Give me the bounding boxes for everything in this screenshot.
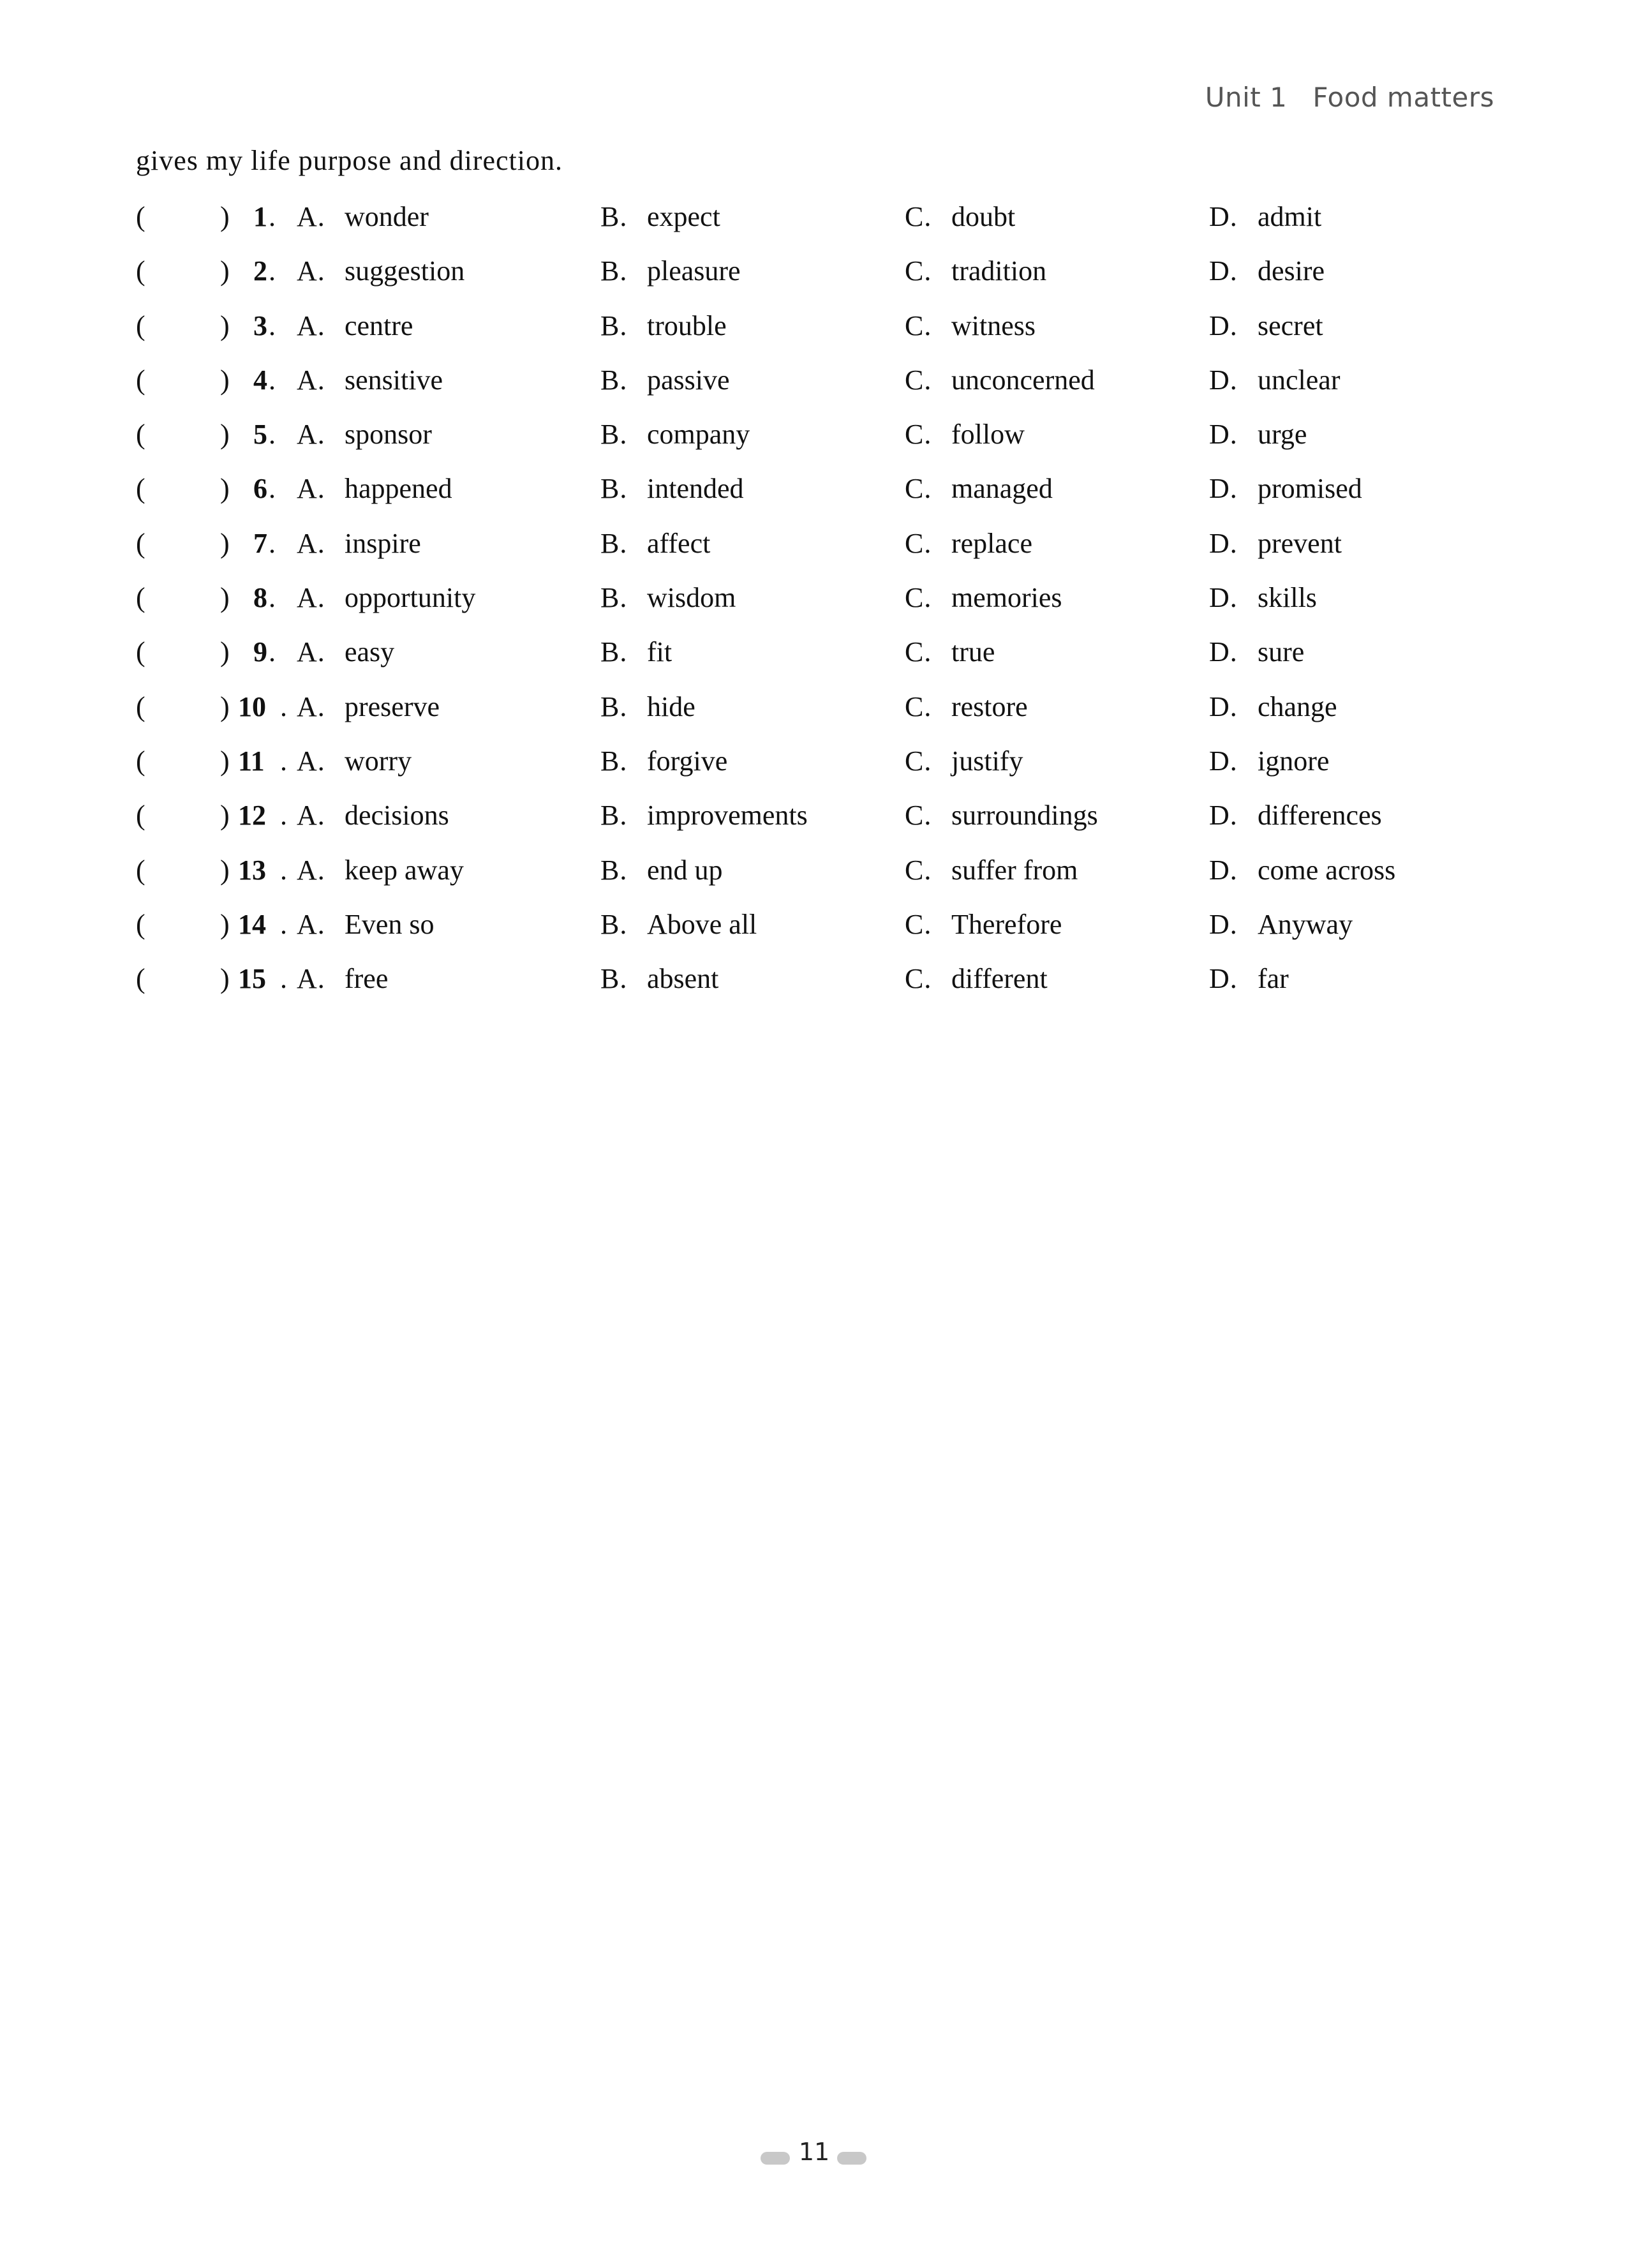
answer-blank-close: ) bbox=[220, 473, 230, 505]
answer-blank-close: ) bbox=[220, 364, 230, 396]
option-a-text: Even so bbox=[345, 908, 435, 940]
option-d-label: D. bbox=[1209, 255, 1238, 287]
question-number: 3 bbox=[253, 310, 267, 341]
answer-blank-open[interactable]: ( bbox=[136, 636, 145, 668]
option-a-label: A. bbox=[297, 963, 325, 995]
option-b-label: B. bbox=[600, 690, 628, 722]
option-c-label: C. bbox=[905, 527, 932, 559]
option-d-label: D. bbox=[1209, 419, 1238, 451]
question-number-dot: . bbox=[269, 201, 276, 232]
answer-blank-close: ) bbox=[220, 255, 230, 287]
option-b-label: B. bbox=[600, 582, 628, 614]
answer-blank-close: ) bbox=[220, 636, 230, 668]
unit-label: Unit 1 bbox=[1205, 82, 1288, 113]
option-b-text: fit bbox=[647, 636, 672, 668]
option-a-text: worry bbox=[345, 745, 412, 777]
option-d-label: D. bbox=[1209, 963, 1238, 995]
option-c-label: C. bbox=[905, 364, 932, 396]
question-number: 13 bbox=[238, 854, 266, 886]
question-number: 4 bbox=[253, 364, 267, 396]
option-a-label: A. bbox=[297, 854, 325, 886]
option-b-label: B. bbox=[600, 364, 628, 396]
option-b-text: hide bbox=[647, 690, 695, 722]
option-a-text: decisions bbox=[345, 800, 449, 832]
page-number-decoration-right bbox=[837, 2152, 866, 2165]
option-c-label: C. bbox=[905, 690, 932, 722]
question-number-dot: . bbox=[269, 364, 276, 396]
page-number: 11 bbox=[798, 2138, 830, 2166]
question-number: 2 bbox=[253, 255, 267, 287]
option-a-label: A. bbox=[297, 310, 325, 341]
answer-blank-close: ) bbox=[220, 582, 230, 614]
option-a-label: A. bbox=[297, 473, 325, 505]
option-a-label: A. bbox=[297, 908, 325, 940]
option-d-text: sure bbox=[1258, 636, 1305, 668]
option-c-text: replace bbox=[951, 527, 1032, 559]
option-b-text: trouble bbox=[647, 310, 727, 341]
option-d-text: prevent bbox=[1258, 527, 1342, 559]
option-a-text: sponsor bbox=[345, 419, 432, 451]
option-d-label: D. bbox=[1209, 310, 1238, 341]
option-d-label: D. bbox=[1209, 364, 1238, 396]
option-b-label: B. bbox=[600, 854, 628, 886]
option-a-label: A. bbox=[297, 690, 325, 722]
option-a-label: A. bbox=[297, 582, 325, 614]
option-c-text: unconcerned bbox=[951, 364, 1095, 396]
option-b-text: improvements bbox=[647, 800, 808, 832]
option-c-text: true bbox=[951, 636, 995, 668]
option-a-label: A. bbox=[297, 745, 325, 777]
option-c-text: different bbox=[951, 963, 1048, 995]
question-number: 14 bbox=[238, 908, 266, 940]
option-b-text: Above all bbox=[647, 908, 757, 940]
option-c-text: tradition bbox=[951, 255, 1047, 287]
option-c-text: follow bbox=[951, 419, 1025, 451]
option-d-label: D. bbox=[1209, 201, 1238, 232]
option-b-label: B. bbox=[600, 255, 628, 287]
option-b-label: B. bbox=[600, 527, 628, 559]
running-head bbox=[1205, 82, 1494, 113]
question-list bbox=[136, 198, 1508, 1014]
answer-blank-open[interactable]: ( bbox=[136, 364, 145, 396]
option-c-text: memories bbox=[951, 582, 1062, 614]
option-d-text: change bbox=[1258, 690, 1337, 722]
option-a-text: keep away bbox=[345, 854, 464, 886]
question-number-dot: . bbox=[269, 636, 276, 668]
option-a-text: suggestion bbox=[345, 255, 465, 287]
answer-blank-close: ) bbox=[220, 963, 230, 995]
answer-blank-open[interactable]: ( bbox=[136, 690, 145, 722]
option-b-label: B. bbox=[600, 636, 628, 668]
option-b-text: expect bbox=[647, 201, 720, 232]
option-a-text: opportunity bbox=[345, 582, 476, 614]
question-row bbox=[136, 361, 1508, 415]
option-d-label: D. bbox=[1209, 527, 1238, 559]
option-a-label: A. bbox=[297, 255, 325, 287]
option-c-label: C. bbox=[905, 582, 932, 614]
option-c-text: Therefore bbox=[951, 908, 1062, 940]
answer-blank-open[interactable]: ( bbox=[136, 582, 145, 614]
answer-blank-open[interactable]: ( bbox=[136, 255, 145, 287]
answer-blank-close: ) bbox=[220, 527, 230, 559]
question-number-dot: . bbox=[269, 310, 276, 341]
option-c-text: restore bbox=[951, 690, 1028, 722]
question-row bbox=[136, 633, 1508, 687]
unit-title: Food matters bbox=[1312, 82, 1494, 113]
option-d-text: secret bbox=[1258, 310, 1323, 341]
option-a-label: A. bbox=[297, 636, 325, 668]
question-row bbox=[136, 470, 1508, 524]
answer-blank-open[interactable]: ( bbox=[136, 473, 145, 505]
option-d-text: far bbox=[1258, 963, 1289, 995]
option-d-text: promised bbox=[1258, 473, 1362, 505]
option-c-text: doubt bbox=[951, 201, 1016, 232]
option-c-text: justify bbox=[951, 745, 1023, 777]
option-a-label: A. bbox=[297, 364, 325, 396]
option-c-label: C. bbox=[905, 854, 932, 886]
option-d-text: desire bbox=[1258, 255, 1325, 287]
question-row bbox=[136, 252, 1508, 306]
option-d-label: D. bbox=[1209, 745, 1238, 777]
option-a-label: A. bbox=[297, 527, 325, 559]
question-row bbox=[136, 742, 1508, 796]
question-number-dot: . bbox=[280, 908, 287, 940]
question-row bbox=[136, 851, 1508, 906]
question-number-dot: . bbox=[280, 800, 287, 832]
question-row bbox=[136, 198, 1508, 252]
option-b-text: passive bbox=[647, 364, 730, 396]
question-number: 7 bbox=[253, 527, 267, 559]
option-d-text: come across bbox=[1258, 854, 1396, 886]
option-b-label: B. bbox=[600, 201, 628, 232]
option-d-label: D. bbox=[1209, 854, 1238, 886]
answer-blank-close: ) bbox=[220, 419, 230, 451]
answer-blank-close: ) bbox=[220, 201, 230, 232]
option-a-text: wonder bbox=[345, 201, 429, 232]
answer-blank-close: ) bbox=[220, 310, 230, 341]
option-c-label: C. bbox=[905, 201, 932, 232]
option-c-text: surroundings bbox=[951, 800, 1098, 832]
option-c-label: C. bbox=[905, 963, 932, 995]
question-row bbox=[136, 525, 1508, 579]
question-number-dot: . bbox=[269, 473, 276, 505]
question-number: 10 bbox=[238, 690, 266, 722]
question-row bbox=[136, 415, 1508, 470]
option-a-text: free bbox=[345, 963, 389, 995]
option-d-label: D. bbox=[1209, 800, 1238, 832]
question-number-dot: . bbox=[269, 255, 276, 287]
option-b-label: B. bbox=[600, 310, 628, 341]
question-number: 12 bbox=[238, 800, 266, 832]
option-c-label: C. bbox=[905, 800, 932, 832]
option-d-text: skills bbox=[1258, 582, 1317, 614]
question-number: 5 bbox=[253, 419, 267, 451]
question-row bbox=[136, 796, 1508, 851]
option-b-text: company bbox=[647, 419, 750, 451]
option-b-text: intended bbox=[647, 473, 744, 505]
option-b-label: B. bbox=[600, 419, 628, 451]
option-c-text: suffer from bbox=[951, 854, 1078, 886]
question-number: 8 bbox=[253, 582, 267, 614]
option-d-text: urge bbox=[1258, 419, 1307, 451]
question-row bbox=[136, 906, 1508, 960]
option-c-label: C. bbox=[905, 310, 932, 341]
question-row bbox=[136, 960, 1508, 1014]
option-a-text: happened bbox=[345, 473, 452, 505]
option-c-label: C. bbox=[905, 745, 932, 777]
question-number-dot: . bbox=[269, 582, 276, 614]
option-b-label: B. bbox=[600, 800, 628, 832]
answer-blank-open[interactable]: ( bbox=[136, 800, 145, 832]
option-b-text: affect bbox=[647, 527, 711, 559]
answer-blank-open[interactable]: ( bbox=[136, 963, 145, 995]
option-b-label: B. bbox=[600, 473, 628, 505]
option-a-label: A. bbox=[297, 201, 325, 232]
answer-blank-open[interactable]: ( bbox=[136, 908, 145, 940]
option-a-text: easy bbox=[345, 636, 395, 668]
question-number: 11 bbox=[238, 745, 265, 777]
question-number: 15 bbox=[238, 963, 266, 995]
option-d-text: admit bbox=[1258, 201, 1322, 232]
question-row bbox=[136, 688, 1508, 742]
answer-blank-close: ) bbox=[220, 690, 230, 722]
answer-blank-close: ) bbox=[220, 745, 230, 777]
page-number-decoration-left bbox=[761, 2152, 790, 2165]
option-c-text: witness bbox=[951, 310, 1036, 341]
option-d-label: D. bbox=[1209, 908, 1238, 940]
question-number-dot: . bbox=[269, 527, 276, 559]
option-d-label: D. bbox=[1209, 473, 1238, 505]
intro-text: gives my life purpose and direction. bbox=[136, 145, 563, 176]
answer-blank-close: ) bbox=[220, 908, 230, 940]
option-a-label: A. bbox=[297, 419, 325, 451]
question-number: 9 bbox=[253, 636, 267, 668]
question-number-dot: . bbox=[280, 745, 287, 777]
answer-blank-close: ) bbox=[220, 800, 230, 832]
option-b-label: B. bbox=[600, 745, 628, 777]
option-d-text: unclear bbox=[1258, 364, 1341, 396]
option-a-text: preserve bbox=[345, 690, 440, 722]
option-c-label: C. bbox=[905, 636, 932, 668]
question-number-dot: . bbox=[269, 419, 276, 451]
option-b-text: end up bbox=[647, 854, 723, 886]
option-a-text: centre bbox=[345, 310, 413, 341]
option-d-label: D. bbox=[1209, 636, 1238, 668]
option-a-text: sensitive bbox=[345, 364, 443, 396]
option-c-label: C. bbox=[905, 473, 932, 505]
question-number-dot: . bbox=[280, 854, 287, 886]
question-number: 1 bbox=[253, 201, 267, 232]
question-number: 6 bbox=[253, 473, 267, 505]
option-b-text: absent bbox=[647, 963, 719, 995]
option-c-label: C. bbox=[905, 419, 932, 451]
option-d-text: ignore bbox=[1258, 745, 1330, 777]
option-a-text: inspire bbox=[345, 527, 421, 559]
option-c-label: C. bbox=[905, 908, 932, 940]
answer-blank-open[interactable]: ( bbox=[136, 527, 145, 559]
option-c-text: managed bbox=[951, 473, 1053, 505]
question-number-dot: . bbox=[280, 690, 287, 722]
option-d-text: differences bbox=[1258, 800, 1382, 832]
option-c-label: C. bbox=[905, 255, 932, 287]
answer-blank-open[interactable]: ( bbox=[136, 310, 145, 341]
option-a-label: A. bbox=[297, 800, 325, 832]
answer-blank-open[interactable]: ( bbox=[136, 201, 145, 232]
option-d-label: D. bbox=[1209, 690, 1238, 722]
page-footer bbox=[0, 2138, 1627, 2176]
answer-blank-open[interactable]: ( bbox=[136, 854, 145, 886]
option-b-text: pleasure bbox=[647, 255, 741, 287]
question-number-dot: . bbox=[280, 963, 287, 995]
option-b-label: B. bbox=[600, 963, 628, 995]
option-d-label: D. bbox=[1209, 582, 1238, 614]
option-d-text: Anyway bbox=[1258, 908, 1353, 940]
answer-blank-open[interactable]: ( bbox=[136, 745, 145, 777]
answer-blank-open[interactable]: ( bbox=[136, 419, 145, 451]
option-b-text: forgive bbox=[647, 745, 728, 777]
question-row bbox=[136, 307, 1508, 361]
answer-blank-close: ) bbox=[220, 854, 230, 886]
option-b-text: wisdom bbox=[647, 582, 736, 614]
question-row bbox=[136, 579, 1508, 633]
option-b-label: B. bbox=[600, 908, 628, 940]
